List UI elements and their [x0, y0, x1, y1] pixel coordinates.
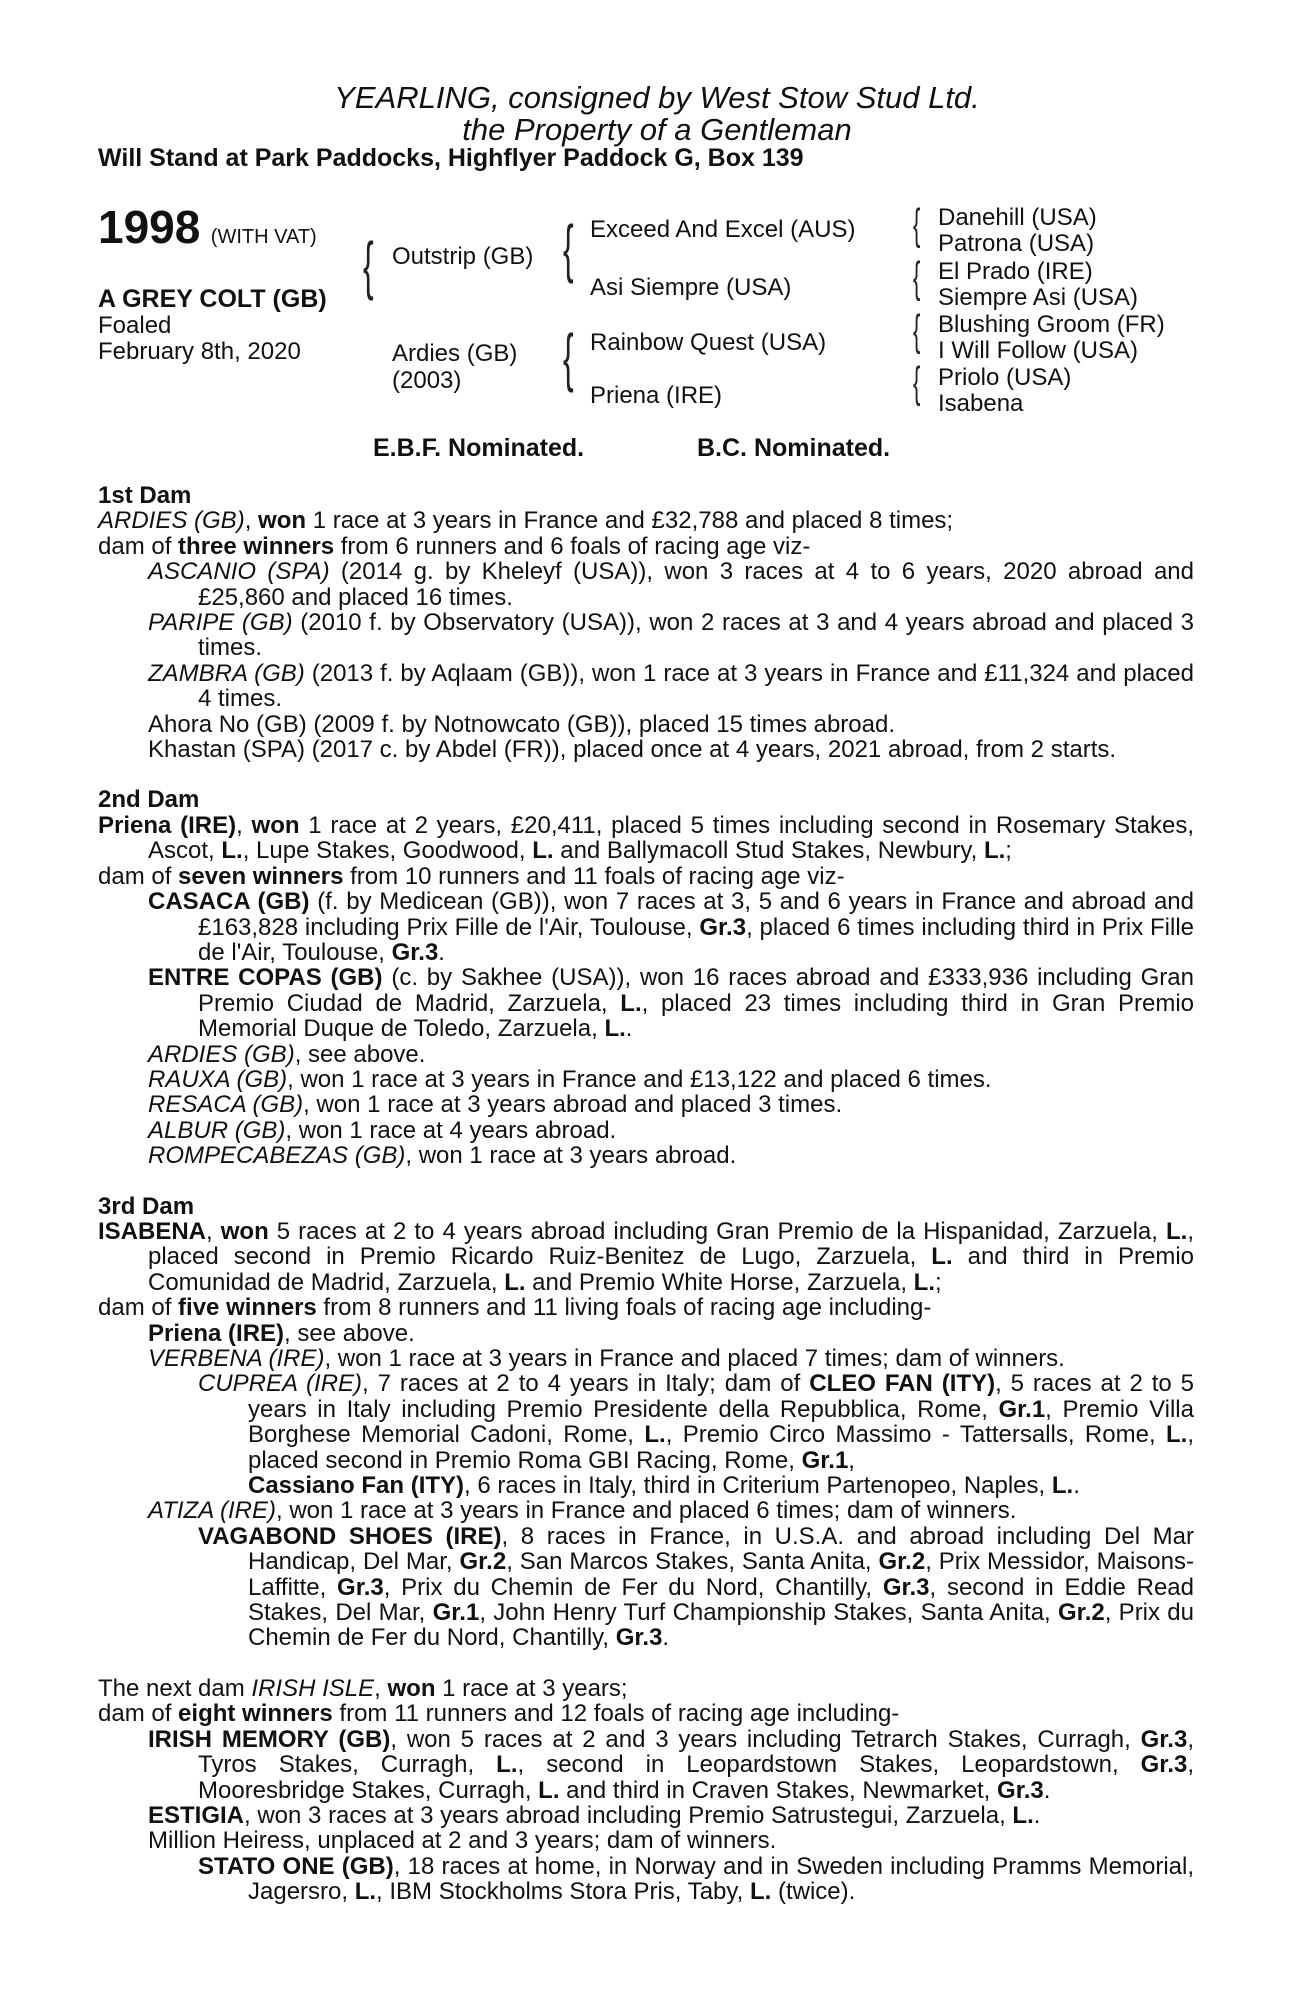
foal-entry: Khastan (SPA) (2017 c. by Abdel (FR)), placed once at 4 years, 2021 abroad, from 2 starts. — [148, 736, 1117, 764]
lot-name: A GREY COLT (GB) — [98, 285, 327, 313]
brace-icon: { — [913, 200, 921, 249]
foal-entry: Cassiano Fan (ITY), 6 races in Italy, third in Criterium Partenopeo, Naples, L.. — [248, 1472, 1080, 1500]
pedigree-dam-dam: Priena (IRE) — [590, 382, 723, 409]
pedigree-sire-sire: Exceed And Excel (AUS) — [590, 216, 856, 243]
second-dam-heading: 2nd Dam — [98, 786, 200, 814]
foal-entry: ATIZA (IRE), won 1 race at 3 years in France and placed 6 times; dam of winners. — [148, 1497, 1017, 1525]
pedigree-dsd: I Will Follow (USA) — [938, 337, 1139, 364]
third-dam-record: ISABENA, won 5 races at 2 to 4 years abroad including Gran Premio de la Hispanidad, Zarzuela, L., placed second in Premio Ricardo Ruiz-Benitez de Lugo, Zarzuela, L. and third in Premio Comunidad de Madrid, Zarzuela, L. and Premio White Horse, Zarzuela, L.; — [98, 1217, 1194, 1296]
foal-entry: Ahora No (GB) (2009 f. by Notnowcato (GB)), placed 15 times abroad. — [148, 710, 896, 738]
header-consignor: YEARLING, consigned by West Stow Stud Ltd. — [334, 80, 980, 115]
first-dam-record: ARDIES (GB), won 1 race at 3 years in France and £32,788 and placed 8 times; — [98, 507, 954, 535]
pedigree-ssd: Patrona (USA) — [938, 230, 1095, 257]
foal-entry: Million Heiress, unplaced at 2 and 3 years; dam of winners. — [148, 1827, 777, 1855]
first-dam-produce: dam of three winners from 6 runners and 6 foals of racing age viz- — [98, 532, 811, 560]
brace-icon: { — [363, 229, 374, 301]
third-dam-heading: 3rd Dam — [98, 1192, 195, 1220]
pedigree-dam: Ardies (GB) — [392, 340, 518, 367]
foal-entry: CASACA (GB) (f. by Medicean (GB)), won 7 races at 3, 5 and 6 years in France and abroad and £163,828 including Prix Fille de l'Air, Toulouse, Gr.3, placed 6 times including third in Prix Fille de l'Air, Toulouse, Gr.3. — [148, 888, 1195, 966]
foal-entry: CUPREA (IRE), 7 races at 2 to 4 years in Italy; dam of CLEO FAN (ITY), 5 races at 2 to 5 years in Italy including Premio Presidente della Repubblica, Rome, Gr.1, Premio Villa Borghese Memorial Cadoni, Rome, L., Premio Circo Massimo - Tattersalls, Rome, L., placed second in Premio Roma GBI Racing, Rome, Gr.1, — [198, 1370, 1195, 1474]
foal-entry: RESACA (GB), won 1 race at 3 years abroad and placed 3 times. — [148, 1091, 843, 1119]
lot-number: 1998 — [98, 201, 201, 253]
header-location: Will Stand at Park Paddocks, Highflyer Paddock G, Box 139 — [98, 144, 804, 172]
foaled-date: February 8th, 2020 — [98, 338, 301, 365]
foal-entry: VERBENA (IRE), won 1 race at 3 years in France and placed 7 times; dam of winners. — [148, 1345, 1065, 1372]
third-dam-produce: dam of five winners from 8 runners and 11 living foals of racing age including- — [98, 1294, 932, 1322]
first-dam-heading: 1st Dam — [98, 482, 192, 509]
foal-entry: ASCANIO (SPA) (2014 g. by Kheleyf (USA)), won 3 races at 4 to 6 years, 2020 abroad and £25,860 and placed 16 times. — [148, 558, 1194, 611]
foal-entry: RAUXA (GB), won 1 race at 3 years in France and £13,122 and placed 6 times. — [148, 1065, 992, 1093]
pedigree-dam-sire: Rainbow Quest (USA) — [590, 329, 827, 356]
foal-entry: ROMPECABEZAS (GB), won 1 race at 3 years abroad. — [148, 1142, 737, 1170]
next-dam-produce: dam of eight winners from 11 runners and 12 foals of racing age including- — [98, 1700, 900, 1728]
foal-entry: ALBUR (GB), won 1 race at 4 years abroad. — [148, 1116, 617, 1144]
pedigree-sire: Outstrip (GB) — [392, 243, 534, 270]
foal-entry: ESTIGIA, won 3 races at 3 years abroad including Premio Satrustegui, Zarzuela, L.. — [148, 1801, 1041, 1829]
vat-note: (WITH VAT) — [210, 226, 317, 248]
brace-icon: { — [913, 253, 921, 302]
brace-icon: { — [913, 306, 921, 355]
foal-entry: Priena (IRE), see above. — [148, 1319, 415, 1347]
foal-entry: PARIPE (GB) (2010 f. by Observatory (USA)), won 2 races at 3 and 4 years abroad and placed 3 times. — [148, 609, 1194, 662]
pedigree-sss: Danehill (USA) — [938, 204, 1097, 231]
foal-entry: ENTRE COPAS (GB) (c. by Sakhee (USA)), won 16 races abroad and £333,936 including Gran Premio Ciudad de Madrid, Zarzuela, L., placed 23 times including third in Gran Premio Memorial Duque de Toledo, Zarzuela, L.. — [148, 964, 1194, 1043]
ebf-nominated: E.B.F. Nominated. — [373, 434, 585, 462]
foal-entry: STATO ONE (GB), 18 races at home, in Norway and in Sweden including Pramms Memorial, Jagersro, L., IBM Stockholms Stora Pris, Taby, L. (twice). — [198, 1852, 1195, 1906]
next-dam-record: The next dam IRISH ISLE, won 1 race at 3 years; — [98, 1674, 628, 1702]
pedigree-notes — [98, 483, 1194, 1905]
foal-entry: ARDIES (GB), see above. — [148, 1040, 426, 1068]
foaled-label: Foaled — [98, 312, 172, 339]
foal-entry: VAGABOND SHOES (IRE), 8 races in France, in U.S.A. and abroad including Del Mar Handicap, Del Mar, Gr.2, San Marcos Stakes, Santa Anita, Gr.2, Prix Messidor, Maisons-Laffitte, Gr.3, Prix du Chemin de Fer du Nord, Chantilly, Gr.3, second in Eddie Read Stakes, Del Mar, Gr.1, John Henry Turf Championship Stakes, Santa Anita, Gr.2, Prix du Chemin de Fer du Nord, Chantilly, Gr.3. — [198, 1522, 1195, 1652]
pedigree-dam-year: (2003) — [392, 367, 462, 394]
brace-icon: { — [913, 358, 921, 407]
lot-number-row — [98, 200, 317, 254]
second-dam-record: Priena (IRE), won 1 race at 2 years, £20,411, placed 5 times including second in Rosemary Stakes, Ascot, L., Lupe Stakes, Goodwood, L. and Ballymacoll Stud Stakes, Newbury, L.; — [98, 811, 1195, 865]
second-dam-produce: dam of seven winners from 10 runners and 11 foals of racing age viz- — [98, 862, 845, 890]
pedigree-sds: El Prado (IRE) — [938, 258, 1093, 285]
pedigree-ddd: Isabena — [938, 390, 1024, 417]
header-property: the Property of a Gentleman — [462, 112, 852, 147]
pedigree-sdd: Siempre Asi (USA) — [938, 284, 1139, 311]
foal-entry: ZAMBRA (GB) (2013 f. by Aqlaam (GB)), won 1 race at 3 years in France and £11,324 and placed 4 times. — [148, 659, 1194, 713]
pedigree-dds: Priolo (USA) — [938, 364, 1072, 391]
bc-nominated: B.C. Nominated. — [697, 434, 891, 462]
pedigree-sire-dam: Asi Siempre (USA) — [590, 274, 792, 301]
pedigree-dss: Blushing Groom (FR) — [938, 311, 1165, 338]
brace-icon: { — [563, 321, 574, 393]
foal-entry: IRISH MEMORY (GB), won 5 races at 2 and 3 years including Tetrarch Stakes, Curragh, Gr.3, Tyros Stakes, Curragh, L., second in Leopardstown Stakes, Leopardstown, Gr.3, Mooresbridge Stakes, Curragh, L. and third in Craven Stakes, Newmarket, Gr.3. — [148, 1725, 1195, 1804]
brace-icon: { — [563, 212, 574, 284]
